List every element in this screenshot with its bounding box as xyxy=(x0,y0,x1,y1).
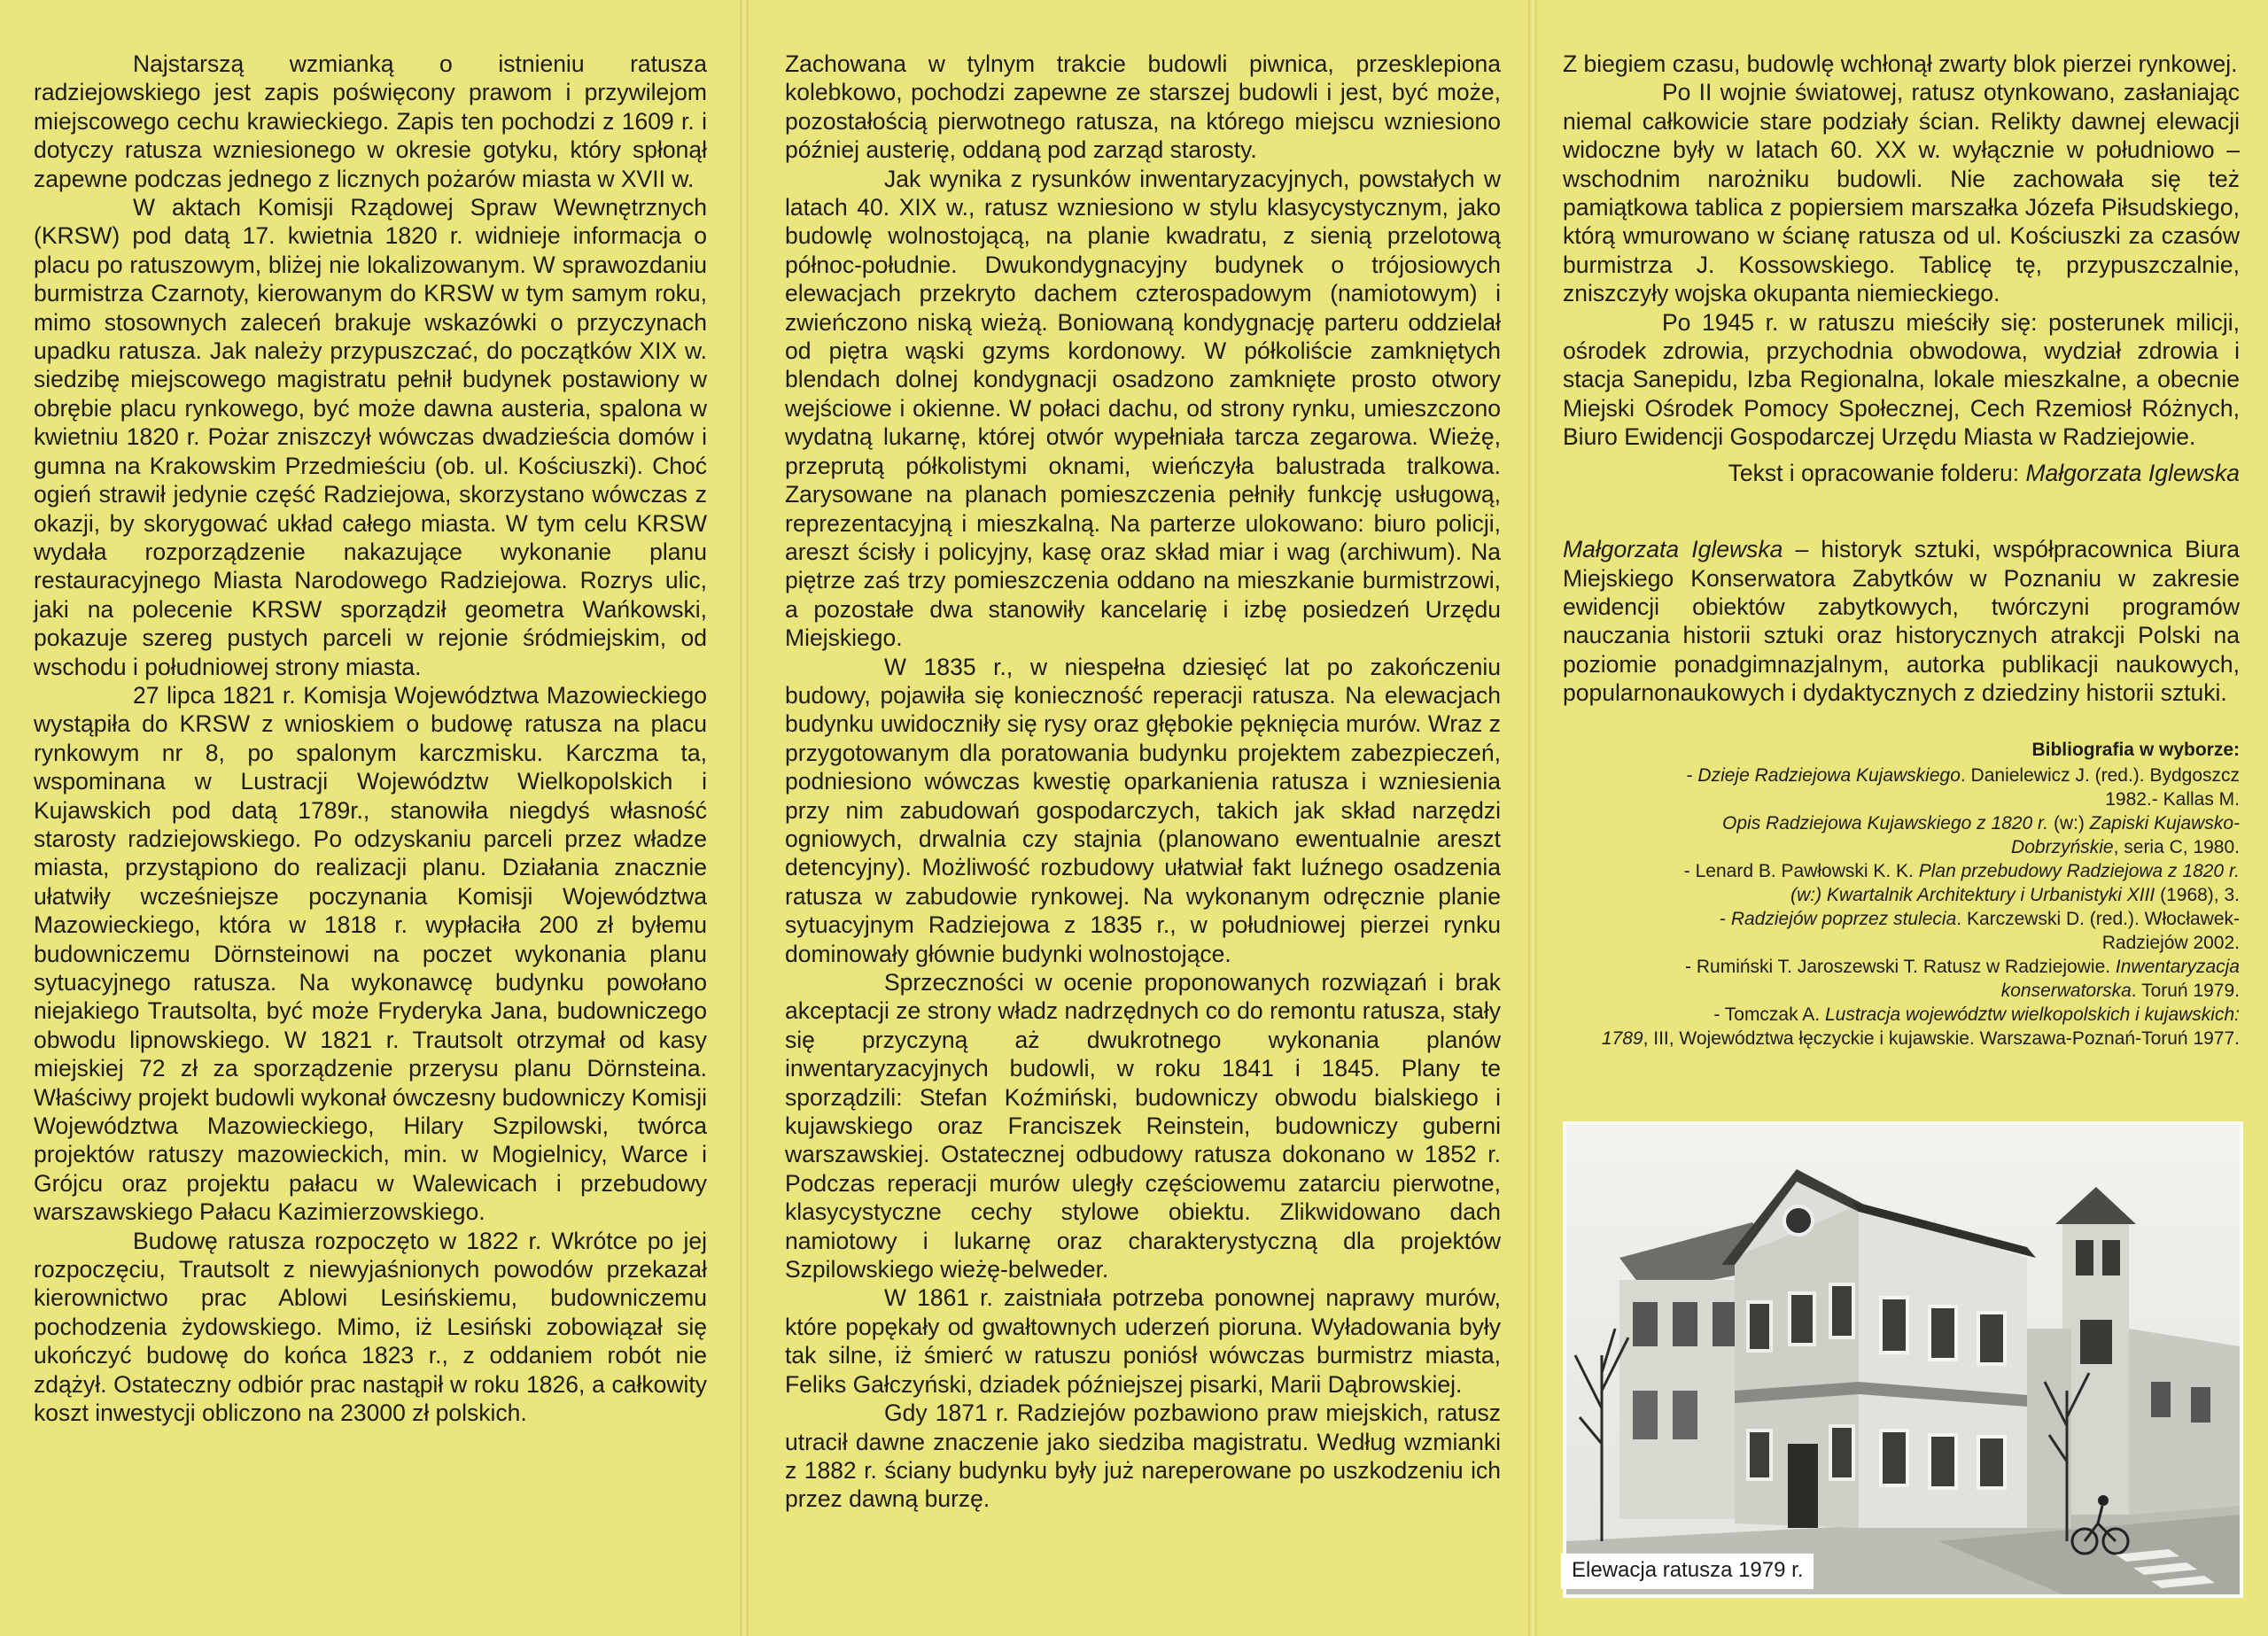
author-credit xyxy=(1563,459,2240,487)
bibliography-item: - Lenard B. Pawłowski K. K. Plan przebudowy Radziejowa z 1820 r. (w:) Kwartalnik Architektury i Urbanistyki XIII (1968), 3. xyxy=(1683,860,2240,905)
paragraph: Najstarszą wzmianką o istnieniu ratusza radziejowskiego jest zapis poświęcony prawom i przywilejom miejscowego cechu krawieckiego. Zapis ten pochodzi z 1609 r. i dotyczy ratusza wzniesionego w okresie gotyku, który spłonął zapewne podczas jednego z licznych pożarów miasta w XVII w. xyxy=(34,50,707,192)
photo-caption: Elewacja ratusza 1979 r. xyxy=(1561,1554,1814,1589)
town-hall-photo xyxy=(1563,1121,2243,1598)
fold-line-right xyxy=(1528,0,1537,1636)
town-hall-illustration xyxy=(1566,1125,2240,1594)
paragraph: W 1835 r., w niespełna dziesięć lat po zakończeniu budowy, pojawiła się konieczność reperacji ratusza. Na elewacjach budynku uwidoczniły się rysy oraz głębokie pęknięcia murów. Wraz z przygotowanym dla poratowania budynku projektem zabezpieczeń, podniesiono wówczas kwestię oparkanienia ratusza i wzniesienia przy nim zabudowań gospodarczych, takich jak skład narzędzi ogniowych, drwalnia czy stajnia (planowano ewentualnie areszt detencyjny). Możliwość rozbudowy ułatwiał fakt luźnego osadzenia ratusza w zabudowie rynkowej. Na wykonanym odręcznie planie sytuacyjnym Radziejowa z 1835 r., w południowej pierzei rynku dominowały głównie budynki wolnostojące. xyxy=(785,653,1501,967)
bibliography-item: Opis Radziejowa Kujawskiego z 1820 r. (w:) Zapiski Kujawsko-Dobrzyńskie, seria C, 1980. xyxy=(1722,812,2240,857)
paragraph: Budowę ratusza rozpoczęto w 1822 r. Wkrótce po jej rozpoczęciu, Trautsolt z niewyjaśnionych powodów przekazał kierownictwo prac Ablowi Lesińskiemu, budowniczemu pochodzenia żydowskiego. Mimo, iż Lesiński zobowiązał się ukończyć budowę do końca 1823 r., z oddaniem robót nie zdążył. Ostateczny odbiór prac nastąpił w roku 1826, a całkowity koszt inwestycji obliczono na 23000 zł polskich. xyxy=(34,1227,707,1427)
bibliography-item: - Tomczak A. Lustracja województw wielkopolskich i kujawskich: 1789, III, Województwa łęczyckie i kujawskie. Warszawa-Poznań-Toruń 1977. xyxy=(1601,1004,2240,1049)
paragraph: 27 lipca 1821 r. Komisja Województwa Mazowieckiego wystąpiła do KRSW z wnioskiem o budowę ratusza na placu rynkowym nr 8, po spalonym karczmisku. Karczma ta, wspominana w Lustracji Województw Wielkopolskich i Kujawskich pod datą 1789r., stanowiła niegdyś własność starosty radziejowskiego. Po odzyskaniu parceli przez władze miasta, przystąpiono do realizacji planu. Działania znacznie ułatwiły wcześniejsze poczynania Komisji Województwa Mazowieckiego, która w 1818 r. wypłaciła 200 zł byłemu budowniczemu Dörnsteinowi na poczet wykonania planu sytuacyjnego ratusza. Na wykonawcę budynku powołano niejakiego Trautsolta, być może Fryderyka Jana, budowniczego obwodu lipnowskiego. W 1821 r. Trautsolt otrzymał od kasy miejskiej 72 zł za sporządzenie przerysu planu Dörnsteina. Właściwy projekt budowli wykonał ówczesny budowniczy Komisji Województwa Mazowieckiego, Hilary Szpilowski, twórca projektów ratuszy mazowieckich, min. w Mogielnicy, Warce i Grójcu oraz projektu pałacu w Walewicach i przebudowy warszawskiego Pałacu Kazimierzowskiego. xyxy=(34,681,707,1226)
author-bio xyxy=(1563,535,2240,707)
column-2 xyxy=(785,50,1501,1514)
paragraph: Jak wynika z rysunków inwentaryzacyjnych, powstałych w latach 40. XIX w., ratusz wzniesiono w stylu klasycystycznym, jako budowlę wolnostojącą, na planie kwadratu, z sienią przelotową północ-południe. Dwukondygnacyjny budynek o trójosiowych elewacjach przekryto dachem czterospadowym (namiotowym) i zwieńczono niską wieżą. Boniowaną kondygnację parteru oddzielał od piętra wąski gzyms kordonowy. W półkoliście zamkniętych blendach dolnej kondygnacji osadzono zamknięte prosto otwory wejściowe i okienne. W połaci dachu, od strony rynku, umieszczono wydatną lukarnę, której otwór wypełniała tarcza zegarowa. Wieżę, przeprutą półkolistymi oknami, wieńczyła balustrada tralkowa. Zarysowane na planach pomieszczenia pełniły funkcję usługową, reprezentacyjną i mieszkalną. Na parterze ulokowano: biuro policji, areszt ścisły i policyjny, kasę oraz skład miar i wag (archiwum). Na piętrze zaś trzy pomieszczenia oddano na mieszkanie burmistrzowi, a pozostałe dwa stanowiły kancelarię i izbę posiedzeń Urzędu Miejskiego. xyxy=(785,165,1501,652)
paragraph: Zachowana w tylnym trakcie budowli piwnica, przesklepiona kolebkowo, pochodzi zapewne ze starszej budowli i jest, być może, pozostałością pierwotnego ratusza, na którego miejscu wzniesiono później austerię, oddaną pod zarząd starosty. xyxy=(785,50,1501,164)
paragraph: Po 1945 r. w ratuszu mieściły się: posterunek milicji, ośrodek zdrowia, przychodnia obwodowa, wydział zdrowia i stacja Sanepidu, Izba Regionalna, lokale mieszkalne, a obecnie Miejski Ośrodek Pomocy Społecznej, Cech Rzemiosł Różnych, Biuro Ewidencji Gospodarczej Urzędu Miasta w Radziejowie. xyxy=(1563,308,2240,451)
paragraph: Z biegiem czasu, budowlę wchłonął zwarty blok pierzei rynkowej. xyxy=(1563,50,2238,77)
column-3 xyxy=(1563,50,2240,1051)
column-1 xyxy=(34,50,707,1428)
credit-author: Małgorzata Iglewska xyxy=(2025,459,2240,486)
bibliography-item: - Radziejów poprzez stulecia. Karczewski D. (red.). Włocławek-Radziejów 2002. xyxy=(1719,908,2240,953)
paragraph: Po II wojnie światowej, ratusz otynkowano, zasłaniając niemal całkowicie stare podziały ścian. Relikty dawnej elewacji widoczne były w latach 60. XX w. wyłącznie w południowo – wschodnim narożniku budowli. Nie zachowała się też pamiątkowa tablica z popiersiem marszałka Józefa Piłsudskiego, którą wmurowano w ścianę ratusza od ul. Kościuszki za czasów burmistrza J. Kossowskiego. Tablicę tę, przypuszczalnie, zniszczyły wojska okupanta niemieckiego. xyxy=(1563,79,2240,307)
paragraph: W aktach Komisji Rządowej Spraw Wewnętrznych (KRSW) pod datą 17. kwietnia 1820 r. widnieje informacja o placu po ratuszowym, bliżej nie lokalizowanym. W sprawozdaniu burmistrza Czarnoty, kierowanym do KRSW w tym samym roku, mimo stosownych zaleceń brakuje wskazówki o przyczynach upadku ratusza. Jak należy przypuszczać, do początków XIX w. siedzibę miejscowego magistratu pełnił budynek postawiony w obrębie placu rynkowego, być może dawna austeria, spalona w kwietniu 1820 r. Pożar zniszczył wówczas dwadzieścia domów i gumna na Krakowskim Przedmieściu (ob. ul. Kościuszki). Choć ogień strawił jedynie część Radziejowa, skorzystano wówczas z okazji, by skorygować układ całego miasta. W tym celu KRSW wydała rozporządzenie nakazujące wykonanie planu restauracyjnego Miasta Narodowego Radziejowa. Rozrys ulic, jaki na polecenie KRSW sporządził geometra Wańkowski, pokazuje szereg pustych parceli w rejonie śródmiejskim, od wschodu i południowej strony miasta. xyxy=(34,194,707,680)
bibliography-item: - Rumiński T. Jaroszewski T. Ratusz w Radziejowie. Inwentaryzacja konserwatorska. Toruń 1979. xyxy=(1685,956,2240,1001)
bio-text: – historyk sztuki, współpracownica Biura Miejskiego Konserwatora Zabytków w Poznaniu w zakresie ewidencji obiektów zabytkowych, twórczyni programów nauczania historii sztuki oraz historycznych atrakcji Polski na poziomie ponadgimnazjalnym, autorka publikacji naukowych, popularnonaukowych i dydaktycznych z dziedziny historii sztuki. xyxy=(1563,536,2240,707)
bio-name: Małgorzata Iglewska xyxy=(1563,536,1783,563)
paragraph: Sprzeczności w ocenie proponowanych rozwiązań i brak akceptacji ze strony władz nadrzędnych co do remontu ratusza, stały się przyczyną aż dwukrotnego wykonania planów inwentaryzacyjnych budowli, w roku 1841 i 1845. Plany te sporządzili: Stefan Koźmiński, budowniczy obwodu bialskiego i kujawskiego oraz Franciszek Reinstein, budowniczy guberni warszawskiej. Ostatecznej odbudowy ratusza dokonano w 1852 r. Podczas reperacji murów uległy częściowemu zatarciu pierwotne, klasycystyczne cechy stylowe obiektu. Zlikwidowano dach namiotowy i lukarnę oraz charakterystyczną dla projektów Szpilowskiego wieżę-belweder. xyxy=(785,969,1501,1283)
bibliography-item: - Dzieje Radziejowa Kujawskiego. Danielewicz J. (red.). Bydgoszcz 1982.- Kallas M. xyxy=(1686,764,2240,810)
credit-prefix: Tekst i opracowanie folderu: xyxy=(1728,459,2026,486)
fold-line-left xyxy=(740,0,749,1636)
bibliography-title: Bibliografia w wyborze: xyxy=(2031,739,2240,760)
paragraph: Gdy 1871 r. Radziejów pozbawiono praw miejskich, ratusz utracił dawne znaczenie jako siedziba magistratu. Według wzmianki z 1882 r. ściany budynku były już nareperowane po uszkodzeniu ich przez dawną burzę. xyxy=(785,1400,1501,1513)
paragraph: W 1861 r. zaistniała potrzeba ponownej naprawy murów, które popękały od gwałtownych uderzeń pioruna. Wyładowania były tak silne, iż śmierć w ratuszu poniósł wówczas burmistrz miasta, Feliks Gałczyński, dziadek późniejszej pisarki, Marii Dąbrowskiej. xyxy=(785,1284,1501,1398)
